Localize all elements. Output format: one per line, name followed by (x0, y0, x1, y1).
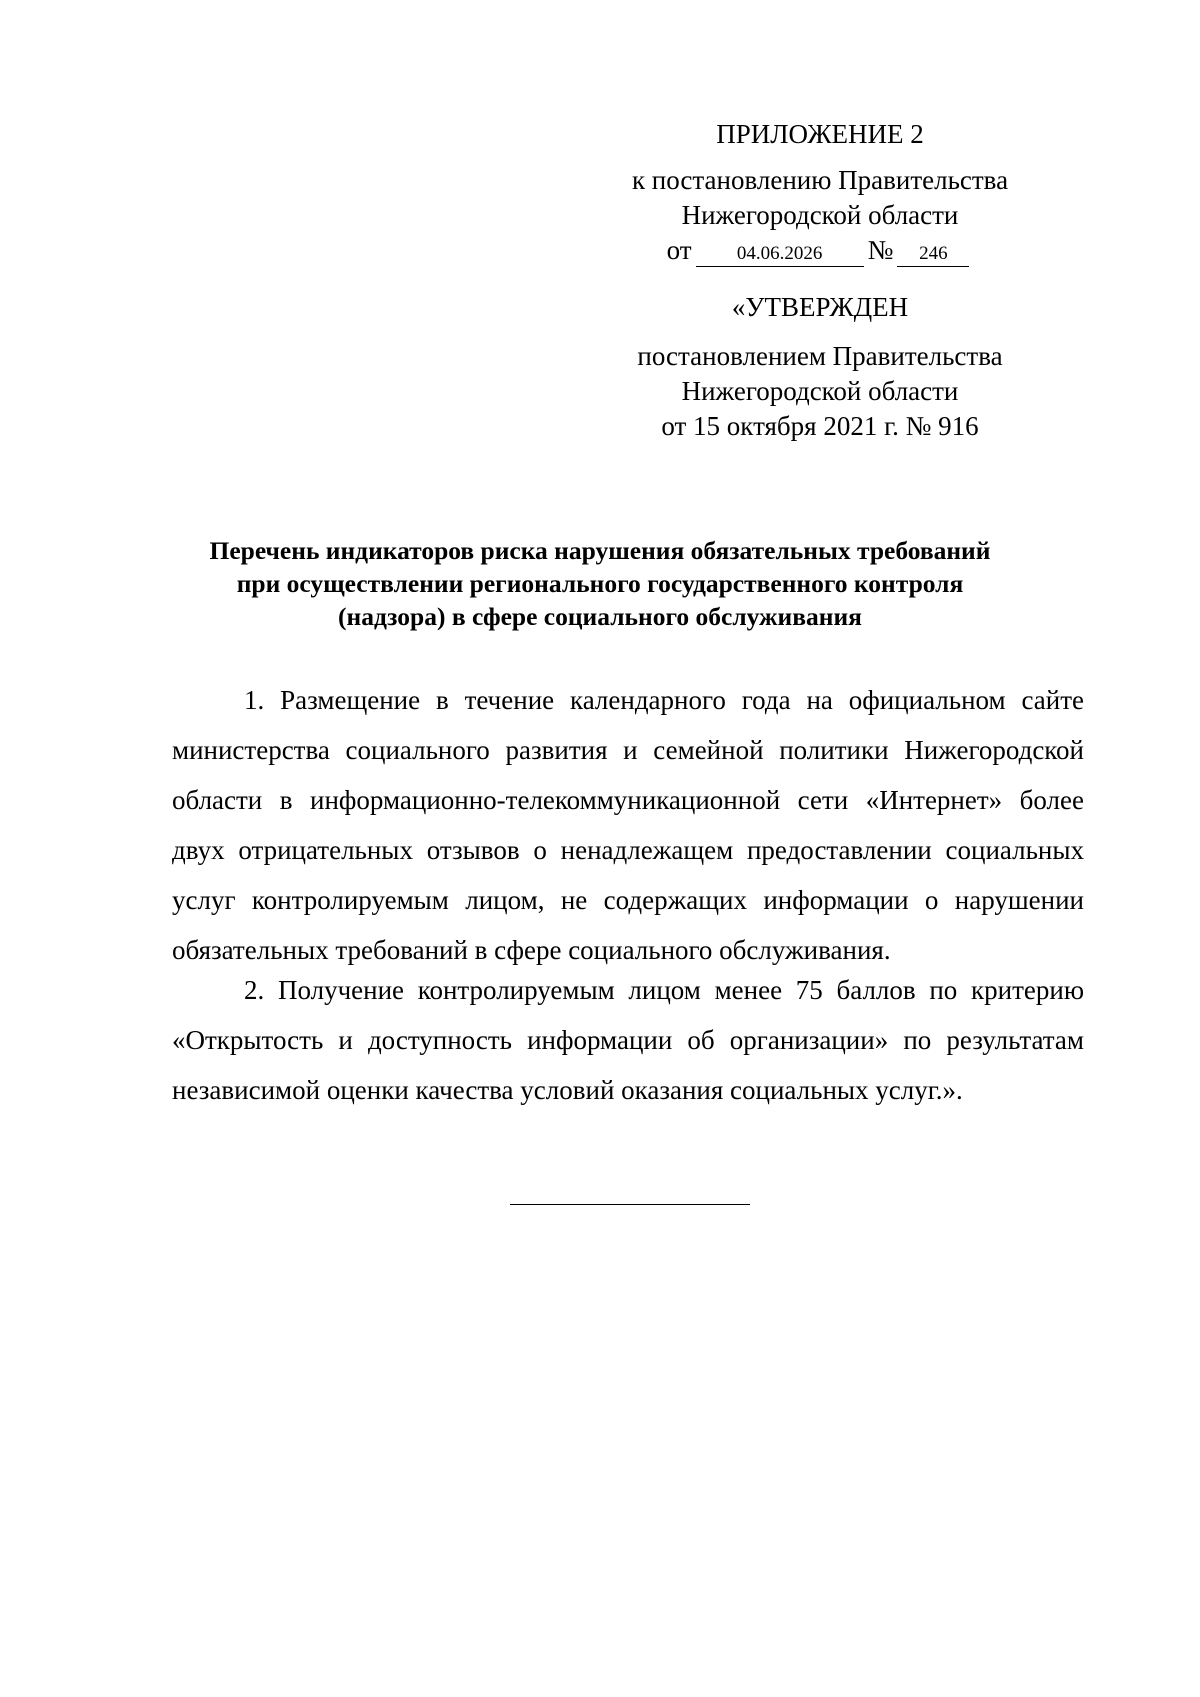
appendix-reference (560, 163, 1080, 268)
document-title (150, 534, 1050, 633)
document-title-line-1: Перечень индикаторов риска нарушения обязательных требований (209, 536, 991, 565)
appendix-date-number-line (560, 233, 1080, 268)
appendix-ref-line-1: к постановлению Правительства (631, 165, 1009, 195)
number-sign: № (867, 235, 894, 265)
approved-line-1: постановлением Правительства (637, 341, 1003, 371)
appendix-ref-line-2: Нижегородской области (681, 200, 959, 230)
paragraph-2: 2. Получение контролируемым лицом менее 75 баллов по критерию «Открытость и доступность информации об организации» по результатам независимой оценки качества условий оказания социальных услуг.». (172, 975, 1084, 1105)
approved-line-3: от 15 октября 2021 г. № 916 (661, 411, 979, 441)
paragraph-1: 1. Размещение в течение календарного года на официальном сайте министерства социального развития и семейной политики Нижегородской области в информационно-телекоммуникационной сети «Интернет» более двух отрицательных отзывов о ненадлежащем предоставлении социальных услуг контролируемым лицом, не содержащих информации о нарушении обязательных требований в сфере социального обслуживания. (172, 685, 1084, 965)
approved-line-2: Нижегородской области (681, 376, 959, 406)
appendix-title: ПРИЛОЖЕНИЕ 2 (716, 119, 924, 149)
resolution-date: 04.06.2026 (696, 242, 864, 267)
document-title-line-2: при осуществлении регионального государственного контроля (236, 569, 964, 598)
approved-reference (560, 339, 1080, 444)
date-prefix: от (666, 235, 692, 265)
document-title-line-3: (надзора) в сфере социального обслуживания (338, 602, 862, 631)
end-of-document-rule (510, 1204, 750, 1205)
resolution-number: 246 (897, 242, 969, 267)
approved-heading: «УТВЕРЖДЕН (731, 292, 909, 322)
